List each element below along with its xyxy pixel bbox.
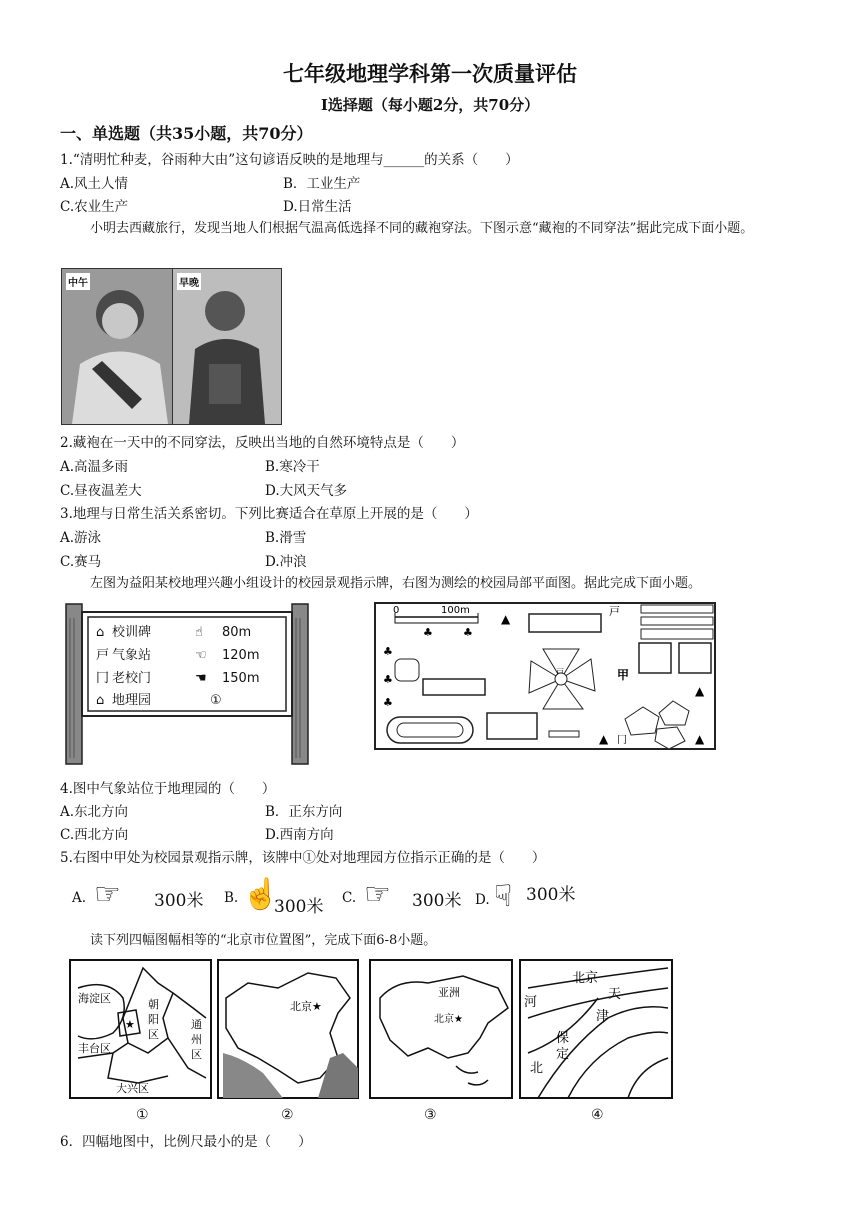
- question-1-option-b: B．工业生产: [283, 176, 361, 192]
- svg-text:北京★: 北京★: [434, 1014, 463, 1025]
- question-1-option-d: D.日常生活: [283, 199, 352, 215]
- passage-tibetan-robe: 小明去西藏旅行，发现当地人们根据气温高低选择不同的藏袍穿法。下图示意“藏袍的不同穿法”据此完成下面小题。: [90, 221, 754, 236]
- beijing-maps-figure: [68, 958, 678, 1103]
- building: [679, 643, 711, 673]
- tree-icon: ♣: [423, 626, 433, 639]
- svg-text:河: 河: [524, 995, 538, 1010]
- geography-garden: [525, 643, 597, 715]
- tree-icon: ♣: [463, 626, 473, 639]
- question-5-option-b-dist: 300米: [274, 897, 324, 917]
- building: [423, 679, 485, 695]
- question-3-option-a: A.游泳: [60, 530, 102, 546]
- hand-left-down-icon: ☚: [195, 671, 207, 686]
- sign-row-3-dist: 150m: [222, 671, 260, 686]
- photo-morning-evening-image: [173, 269, 281, 424]
- question-5-option-b-letter: B.: [224, 890, 239, 906]
- svg-text:北: 北: [530, 1061, 544, 1076]
- sign-row-1-icon: ⌂: [96, 625, 105, 640]
- sign-row-4-name: 地理园: [112, 693, 152, 708]
- question-4-option-b: B．正东方向: [265, 804, 343, 820]
- sign-row-2-name: 气象站: [112, 648, 152, 663]
- svg-text:定: 定: [556, 1047, 570, 1062]
- passage-beijing-maps: 读下列四幅图幅相等的“北京市位置图”，完成下面6-8小题。: [90, 933, 437, 948]
- question-6-stem: 6．四幅地图中，比例尺最小的是（ ）: [60, 1134, 312, 1150]
- pine-tree-icon: ▲: [599, 732, 609, 746]
- tree-icon: ♣: [383, 696, 393, 709]
- svg-text:天: 天: [608, 987, 622, 1002]
- page-title: 七年级地理学科第一次质量评估: [283, 61, 577, 86]
- svg-text:区: 区: [191, 1048, 202, 1061]
- photo-morning-evening-tag: 早晚: [177, 273, 201, 290]
- svg-text:保: 保: [556, 1031, 570, 1046]
- question-5-stem: 5.右图中甲处为校园景观指示牌，该牌中①处对地理园方位指示正确的是（ ）: [60, 850, 546, 866]
- question-2-option-d: D.大风天气多: [265, 483, 348, 499]
- map-3-asia: [370, 960, 512, 1098]
- photo-noon-image: [62, 269, 172, 424]
- building: [641, 617, 713, 625]
- pine-tree-icon: ▲: [695, 732, 705, 746]
- photo-morning-evening: [172, 268, 282, 425]
- map-2-china: [218, 960, 358, 1098]
- svg-text:戸: 戸: [556, 668, 564, 677]
- hand-point-right-icon: ☞: [364, 877, 391, 912]
- question-4-option-d: D.西南方向: [265, 827, 334, 843]
- question-1-stem: 1.“清明忙种麦，谷雨种大由”这句谚语反映的是地理与______的关系（ ）: [60, 152, 519, 168]
- old-gate: [549, 731, 579, 737]
- sign-row-3-icon: 冂: [96, 671, 110, 686]
- question-5-option-a-dist: 300米: [154, 891, 204, 911]
- building: [487, 713, 537, 739]
- svg-text:北京★: 北京★: [290, 1000, 322, 1013]
- question-5-option-c-dist: 300米: [412, 891, 462, 911]
- question-3-option-b: B.滑雪: [265, 530, 307, 546]
- sign-row-3-name: 老校门: [112, 671, 152, 686]
- map-1-districts: [70, 960, 211, 1098]
- svg-text:大兴区: 大兴区: [116, 1082, 149, 1095]
- svg-text:州: 州: [191, 1033, 202, 1046]
- sign-row-4-icon: ⌂: [96, 693, 105, 708]
- question-3-option-c: C.赛马: [60, 554, 102, 570]
- question-4-stem: 4.图中气象站位于地理园的（ ）: [60, 781, 276, 797]
- question-3-stem: 3.地理与日常生活关系密切。下列比赛适合在草原上开展的是（ ）: [60, 506, 478, 522]
- question-2-option-a: A.高温多雨: [60, 459, 129, 475]
- campus-plan-figure: [373, 601, 718, 751]
- svg-text:丰台区: 丰台区: [78, 1042, 111, 1055]
- scale-zero: 0: [393, 605, 400, 616]
- map-number-2: ②: [281, 1107, 294, 1123]
- question-1-option-c: C.农业生产: [60, 199, 129, 215]
- tree-icon: ♣: [383, 645, 393, 658]
- question-2-option-b: B.寒冷干: [265, 459, 320, 475]
- scale-label: 100m: [441, 605, 470, 616]
- svg-text:北京: 北京: [572, 971, 599, 986]
- svg-text:区: 区: [148, 1028, 159, 1041]
- passage-campus-sign: 左图为益阳某校地理兴趣小组设计的校园景观指示牌，右图为测绘的校园局部平面图。据此完成下面小题。: [90, 576, 702, 591]
- map-number-1: ①: [136, 1107, 149, 1123]
- question-1-option-a: A.风土人情: [60, 176, 129, 192]
- weather-station-icon: 戸: [609, 605, 620, 618]
- question-4-option-a: A.东北方向: [60, 804, 129, 820]
- question-4-option-c: C.西北方向: [60, 827, 129, 843]
- hand-point-right-icon: ☞: [94, 877, 121, 912]
- question-2-stem: 2.藏袍在一天中的不同穿法，反映出当地的自然环境特点是（ ）: [60, 435, 465, 451]
- hand-up-icon: ☝: [195, 625, 203, 640]
- building: [641, 629, 713, 639]
- svg-text:海淀区: 海淀区: [78, 992, 111, 1005]
- question-5-option-d-dist: 300米: [526, 885, 576, 905]
- sign-row-1-name: 校训碑: [112, 625, 152, 640]
- building: [529, 614, 601, 632]
- building: [641, 605, 713, 613]
- page-subtitle: I选择题（每小题2分，共70分）: [320, 96, 540, 114]
- question-3-option-d: D.冲浪: [265, 554, 307, 570]
- hand-left-icon: ☜: [195, 648, 207, 663]
- question-5-option-d-letter: D.: [475, 892, 490, 908]
- map-number-3: ③: [424, 1107, 437, 1123]
- map-number-4: ④: [591, 1107, 604, 1123]
- sign-row-4-dist: ①: [210, 693, 222, 708]
- sign-row-2-dist: 120m: [222, 648, 260, 663]
- map-4-region: [520, 960, 672, 1098]
- question-5-option-c-letter: C.: [342, 890, 357, 906]
- hand-point-down-icon: ☟: [494, 879, 513, 914]
- sign-row-1-dist: 80m: [222, 625, 252, 640]
- svg-text:阳: 阳: [148, 1013, 159, 1026]
- svg-text:亚洲: 亚洲: [438, 986, 460, 999]
- photo-noon-tag: 中午: [66, 273, 90, 290]
- svg-text:津: 津: [596, 1009, 610, 1024]
- pine-tree-icon: ▲: [695, 684, 705, 698]
- question-5-options: [72, 878, 592, 918]
- section-heading: 一、单选题（共35小题，共70分）: [60, 124, 313, 143]
- tree-icon: ♣: [383, 673, 393, 686]
- question-2-option-c: C.昼夜温差大: [60, 483, 142, 499]
- plan-label-jia: 甲: [617, 668, 630, 682]
- sign-row-2-icon: 戸: [96, 648, 110, 663]
- svg-text:朝: 朝: [148, 998, 159, 1011]
- school-gate-icon: [395, 659, 419, 681]
- svg-text:通: 通: [191, 1018, 202, 1031]
- question-5-option-a-letter: A.: [72, 890, 87, 906]
- old-gate-icon: 冂: [617, 735, 627, 746]
- pine-tree-icon: ▲: [501, 612, 511, 626]
- campus-sign-figure: [60, 598, 330, 768]
- star-icon: ★: [125, 1018, 135, 1031]
- photo-noon: [61, 268, 173, 425]
- building: [639, 643, 671, 673]
- hand-point-up-icon: ☝: [242, 877, 280, 912]
